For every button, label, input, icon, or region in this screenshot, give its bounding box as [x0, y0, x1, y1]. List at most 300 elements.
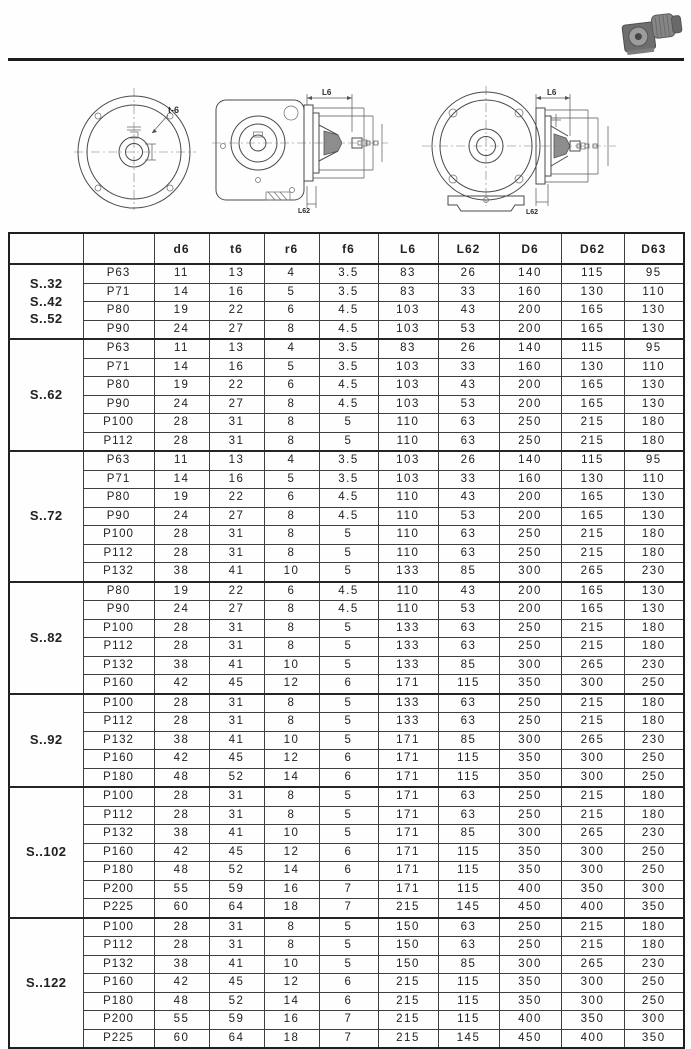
dimension-value: 4.5	[319, 377, 378, 396]
motor-model: P112	[83, 432, 154, 451]
table-row	[9, 470, 684, 489]
dimension-value: 180	[624, 638, 684, 657]
table-header-row	[9, 233, 684, 264]
dimension-value: 171	[378, 843, 438, 862]
dimension-value: 110	[624, 470, 684, 489]
dimension-value: 38	[154, 563, 209, 582]
dimension-value: 41	[209, 656, 264, 675]
dimension-value: 8	[264, 601, 319, 620]
table-row	[9, 656, 684, 675]
dimension-value: 31	[209, 937, 264, 956]
dimension-value: 215	[561, 526, 624, 545]
dimension-value: 171	[378, 768, 438, 787]
dimension-value: 31	[209, 713, 264, 732]
dimension-value: 11	[154, 339, 209, 358]
dimension-value: 215	[378, 1011, 438, 1030]
dimension-value: 3.5	[319, 339, 378, 358]
dimension-value: 115	[438, 675, 499, 694]
dimension-value: 8	[264, 918, 319, 937]
dimension-value: 41	[209, 731, 264, 750]
dimension-value: 42	[154, 843, 209, 862]
dimension-value: 5	[264, 283, 319, 302]
dimension-value: 160	[499, 358, 561, 377]
column-header: t6	[209, 233, 264, 264]
dimension-value: 31	[209, 432, 264, 451]
dimension-value: 250	[499, 414, 561, 433]
dimension-value: 5	[319, 937, 378, 956]
dimension-value: 28	[154, 432, 209, 451]
dimension-value: 3.5	[319, 470, 378, 489]
dimension-value: 350	[561, 1011, 624, 1030]
dimension-value: 150	[378, 955, 438, 974]
dimension-value: 6	[264, 582, 319, 601]
dimension-value: 8	[264, 414, 319, 433]
dimension-value: 110	[378, 432, 438, 451]
dimension-value: 140	[499, 451, 561, 470]
dimension-value: 18	[264, 1029, 319, 1048]
dimension-value: 8	[264, 526, 319, 545]
dimension-value: 450	[499, 899, 561, 918]
table-row	[9, 489, 684, 508]
dimension-value: 4.5	[319, 302, 378, 321]
dimension-value: 41	[209, 955, 264, 974]
table-row	[9, 787, 684, 806]
dimension-value: 13	[209, 339, 264, 358]
dimension-value: 215	[378, 974, 438, 993]
dimension-value: 300	[499, 955, 561, 974]
dimension-value: 8	[264, 320, 319, 339]
dimension-value: 4.5	[319, 582, 378, 601]
dimension-value: 64	[209, 1029, 264, 1048]
dimension-value: 5	[319, 694, 378, 713]
dimension-value: 180	[624, 937, 684, 956]
dimension-value: 14	[154, 283, 209, 302]
dimension-value: 28	[154, 544, 209, 563]
dimension-value: 10	[264, 955, 319, 974]
table-row	[9, 918, 684, 937]
dimension-value: 300	[499, 731, 561, 750]
table-row	[9, 992, 684, 1011]
side-view-length-label: L6	[322, 88, 332, 97]
dimension-value: 215	[561, 937, 624, 956]
motor-model: P112	[83, 937, 154, 956]
motor-model: P112	[83, 806, 154, 825]
dimension-value: 6	[264, 302, 319, 321]
column-header	[9, 233, 83, 264]
dimension-value: 5	[319, 955, 378, 974]
dimension-value: 200	[499, 320, 561, 339]
flange-dim-label: t-6	[168, 105, 179, 115]
dimension-value: 7	[319, 899, 378, 918]
dimension-value: 6	[264, 489, 319, 508]
column-header: D6	[499, 233, 561, 264]
dimension-value: 350	[499, 843, 561, 862]
table-body	[9, 264, 684, 1048]
dimension-value: 115	[561, 264, 624, 283]
dimension-value: 63	[438, 806, 499, 825]
dimension-value: 215	[561, 713, 624, 732]
table-row	[9, 302, 684, 321]
dimension-value: 230	[624, 825, 684, 844]
dimension-value: 250	[499, 806, 561, 825]
table-row	[9, 339, 684, 358]
dimension-value: 5	[319, 918, 378, 937]
dimension-value: 133	[378, 713, 438, 732]
dimension-value: 33	[438, 470, 499, 489]
dimension-value: 28	[154, 619, 209, 638]
motor-model: P180	[83, 768, 154, 787]
dimension-value: 230	[624, 656, 684, 675]
dimension-value: 19	[154, 377, 209, 396]
dimension-value: 103	[378, 302, 438, 321]
table-row	[9, 955, 684, 974]
dimension-value: 5	[319, 544, 378, 563]
dimension-value: 8	[264, 507, 319, 526]
dimension-value: 43	[438, 489, 499, 508]
dimension-value: 7	[319, 1029, 378, 1048]
dimension-value: 165	[561, 601, 624, 620]
dimension-value: 265	[561, 825, 624, 844]
flange-front-view-drawing	[72, 86, 200, 212]
dimension-value: 6	[264, 377, 319, 396]
dimension-value: 12	[264, 843, 319, 862]
column-header: L62	[438, 233, 499, 264]
dimension-value: 85	[438, 656, 499, 675]
dimension-value: 12	[264, 675, 319, 694]
dimension-value: 5	[264, 470, 319, 489]
dimension-value: 115	[438, 1011, 499, 1030]
table-row	[9, 675, 684, 694]
dimension-value: 48	[154, 862, 209, 881]
dimension-value: 95	[624, 451, 684, 470]
table-row	[9, 283, 684, 302]
motor-model: P100	[83, 619, 154, 638]
dimension-value: 16	[264, 880, 319, 899]
dimension-value: 180	[624, 414, 684, 433]
motor-model: P180	[83, 862, 154, 881]
dimension-value: 6	[319, 750, 378, 769]
dimensions-table	[8, 232, 685, 1049]
dimension-value: 400	[561, 899, 624, 918]
table-row	[9, 544, 684, 563]
motor-model: P112	[83, 638, 154, 657]
dimension-value: 14	[264, 992, 319, 1011]
dimension-value: 300	[561, 675, 624, 694]
dimension-value: 200	[499, 395, 561, 414]
motor-model: P90	[83, 507, 154, 526]
dimension-value: 38	[154, 656, 209, 675]
motor-model: P63	[83, 264, 154, 283]
motor-model: P200	[83, 880, 154, 899]
dimension-value: 59	[209, 1011, 264, 1030]
motor-model: P225	[83, 899, 154, 918]
dimension-value: 180	[624, 918, 684, 937]
dimension-value: 16	[264, 1011, 319, 1030]
dimension-value: 85	[438, 563, 499, 582]
dimension-value: 180	[624, 806, 684, 825]
dimension-value: 265	[561, 955, 624, 974]
dimension-value: 28	[154, 414, 209, 433]
table-row	[9, 432, 684, 451]
dimension-value: 4.5	[319, 507, 378, 526]
dimension-value: 180	[624, 713, 684, 732]
dimension-value: 63	[438, 638, 499, 657]
dimension-value: 27	[209, 601, 264, 620]
dimension-value: 5	[319, 731, 378, 750]
dimension-value: 24	[154, 601, 209, 620]
dimension-value: 265	[561, 731, 624, 750]
dimension-value: 110	[624, 283, 684, 302]
dimension-value: 8	[264, 544, 319, 563]
dimension-value: 215	[378, 992, 438, 1011]
column-header: D63	[624, 233, 684, 264]
dimension-value: 350	[499, 862, 561, 881]
dimension-value: 130	[561, 358, 624, 377]
dimension-value: 5	[319, 563, 378, 582]
dimension-value: 63	[438, 432, 499, 451]
dimension-value: 6	[319, 974, 378, 993]
dimension-value: 31	[209, 787, 264, 806]
dimension-value: 250	[499, 526, 561, 545]
dimension-value: 110	[624, 358, 684, 377]
dimension-value: 110	[378, 414, 438, 433]
table-row	[9, 451, 684, 470]
dimension-value: 180	[624, 694, 684, 713]
dimension-value: 83	[378, 339, 438, 358]
table-row	[9, 414, 684, 433]
dimension-value: 41	[209, 563, 264, 582]
dimension-value: 4	[264, 339, 319, 358]
header-divider	[8, 58, 684, 61]
dimension-value: 215	[561, 414, 624, 433]
dimension-value: 450	[499, 1029, 561, 1048]
dimension-value: 31	[209, 526, 264, 545]
dimension-value: 6	[319, 675, 378, 694]
dimension-value: 400	[499, 880, 561, 899]
dimension-value: 4.5	[319, 320, 378, 339]
dimension-value: 22	[209, 377, 264, 396]
dimension-value: 3.5	[319, 264, 378, 283]
dimension-value: 5	[319, 432, 378, 451]
dimension-value: 300	[561, 843, 624, 862]
dimension-value: 83	[378, 283, 438, 302]
dimension-value: 31	[209, 638, 264, 657]
series-label-line: S..122	[25, 974, 67, 990]
dimension-value: 38	[154, 825, 209, 844]
dimension-value: 10	[264, 731, 319, 750]
dimension-value: 31	[209, 694, 264, 713]
dimension-value: 53	[438, 320, 499, 339]
dimension-value: 300	[561, 974, 624, 993]
dimension-value: 63	[438, 526, 499, 545]
dimension-value: 63	[438, 544, 499, 563]
dimension-value: 165	[561, 395, 624, 414]
dimension-value: 63	[438, 713, 499, 732]
dimension-value: 133	[378, 656, 438, 675]
dimension-value: 43	[438, 377, 499, 396]
dimension-value: 31	[209, 544, 264, 563]
dimension-value: 6	[319, 992, 378, 1011]
column-header	[83, 233, 154, 264]
dimension-value: 300	[499, 656, 561, 675]
table-row	[9, 526, 684, 545]
column-header: r6	[264, 233, 319, 264]
motor-model: P132	[83, 955, 154, 974]
dimension-value: 5	[319, 787, 378, 806]
dimension-value: 8	[264, 432, 319, 451]
dimension-value: 171	[378, 675, 438, 694]
table-row	[9, 619, 684, 638]
dimension-value: 265	[561, 563, 624, 582]
dimension-value: 171	[378, 862, 438, 881]
dimension-value: 5	[264, 358, 319, 377]
dimension-value: 215	[561, 432, 624, 451]
dimension-value: 140	[499, 339, 561, 358]
dimension-value: 350	[499, 974, 561, 993]
dimension-value: 28	[154, 694, 209, 713]
dimension-value: 165	[561, 377, 624, 396]
dimension-value: 103	[378, 451, 438, 470]
motor-model: P80	[83, 582, 154, 601]
dimension-value: 250	[499, 787, 561, 806]
dimension-value: 250	[499, 638, 561, 657]
dimension-value: 300	[561, 862, 624, 881]
dimension-value: 27	[209, 507, 264, 526]
dimension-value: 5	[319, 656, 378, 675]
dimension-value: 53	[438, 507, 499, 526]
dimension-value: 8	[264, 638, 319, 657]
dimension-value: 250	[624, 862, 684, 881]
dimension-value: 165	[561, 320, 624, 339]
series-label-line: S..92	[29, 732, 63, 748]
table-row	[9, 713, 684, 732]
dimension-value: 133	[378, 638, 438, 657]
dimension-value: 115	[438, 750, 499, 769]
table-row	[9, 358, 684, 377]
motor-model: P80	[83, 302, 154, 321]
dimension-value: 115	[438, 992, 499, 1011]
dimension-value: 45	[209, 750, 264, 769]
dimension-value: 11	[154, 451, 209, 470]
dimension-value: 8	[264, 694, 319, 713]
dimension-value: 33	[438, 358, 499, 377]
dimension-value: 63	[438, 918, 499, 937]
dimension-value: 110	[378, 507, 438, 526]
series-label-line: S..72	[29, 508, 63, 524]
dimension-value: 110	[378, 489, 438, 508]
dimension-value: 215	[561, 918, 624, 937]
dimension-value: 28	[154, 638, 209, 657]
dimension-value: 180	[624, 787, 684, 806]
dimension-value: 3.5	[319, 451, 378, 470]
table-row	[9, 937, 684, 956]
table-row	[9, 563, 684, 582]
dimension-value: 350	[561, 880, 624, 899]
dimension-value: 43	[438, 302, 499, 321]
dimension-value: 31	[209, 619, 264, 638]
dimension-value: 115	[438, 843, 499, 862]
dimension-value: 48	[154, 992, 209, 1011]
dimension-value: 300	[561, 768, 624, 787]
motor-model: P132	[83, 656, 154, 675]
dimension-value: 115	[438, 862, 499, 881]
dimension-value: 63	[438, 694, 499, 713]
gearbox-side-view-drawing	[212, 86, 390, 214]
dimension-value: 171	[378, 731, 438, 750]
dimension-value: 19	[154, 302, 209, 321]
table-row	[9, 638, 684, 657]
table-row	[9, 601, 684, 620]
dimension-value: 250	[624, 843, 684, 862]
dimension-value: 55	[154, 1011, 209, 1030]
series-label	[9, 694, 83, 788]
dimension-value: 28	[154, 787, 209, 806]
dimension-value: 53	[438, 395, 499, 414]
column-header: f6	[319, 233, 378, 264]
dimension-value: 5	[319, 825, 378, 844]
dimension-value: 300	[624, 1011, 684, 1030]
dimension-value: 42	[154, 974, 209, 993]
dimension-value: 250	[499, 619, 561, 638]
dimension-value: 14	[264, 862, 319, 881]
dimension-value: 4.5	[319, 489, 378, 508]
dimension-value: 180	[624, 619, 684, 638]
motor-model: P71	[83, 470, 154, 489]
column-header: D62	[561, 233, 624, 264]
dimension-value: 63	[438, 787, 499, 806]
dimension-value: 115	[438, 880, 499, 899]
dimension-value: 145	[438, 899, 499, 918]
front-view-length-label: L6	[547, 88, 557, 97]
dimension-value: 63	[438, 414, 499, 433]
gearmotor-photo-icon	[616, 7, 686, 59]
dimension-value: 16	[209, 283, 264, 302]
dimension-value: 28	[154, 937, 209, 956]
table-row	[9, 843, 684, 862]
dimension-value: 10	[264, 825, 319, 844]
dimension-value: 300	[561, 750, 624, 769]
dimension-value: 27	[209, 320, 264, 339]
dimension-value: 60	[154, 899, 209, 918]
dimension-value: 133	[378, 619, 438, 638]
dimension-value: 31	[209, 414, 264, 433]
dimension-value: 42	[154, 675, 209, 694]
dimension-value: 130	[624, 395, 684, 414]
motor-model: P90	[83, 395, 154, 414]
dimension-value: 103	[378, 395, 438, 414]
dimension-value: 165	[561, 302, 624, 321]
dimension-value: 24	[154, 507, 209, 526]
dimension-value: 6	[319, 768, 378, 787]
dimension-value: 53	[438, 601, 499, 620]
motor-model: P100	[83, 526, 154, 545]
dimension-value: 150	[378, 937, 438, 956]
dimension-value: 19	[154, 489, 209, 508]
dimension-value: 14	[154, 358, 209, 377]
dimension-value: 8	[264, 806, 319, 825]
dimension-value: 24	[154, 320, 209, 339]
dimension-value: 28	[154, 806, 209, 825]
dimension-value: 165	[561, 507, 624, 526]
dimension-value: 171	[378, 787, 438, 806]
motor-model: P112	[83, 544, 154, 563]
dimension-value: 7	[319, 1011, 378, 1030]
dimension-value: 215	[561, 619, 624, 638]
table-row	[9, 264, 684, 283]
dimension-value: 28	[154, 713, 209, 732]
dimension-value: 12	[264, 750, 319, 769]
dimension-value: 171	[378, 825, 438, 844]
